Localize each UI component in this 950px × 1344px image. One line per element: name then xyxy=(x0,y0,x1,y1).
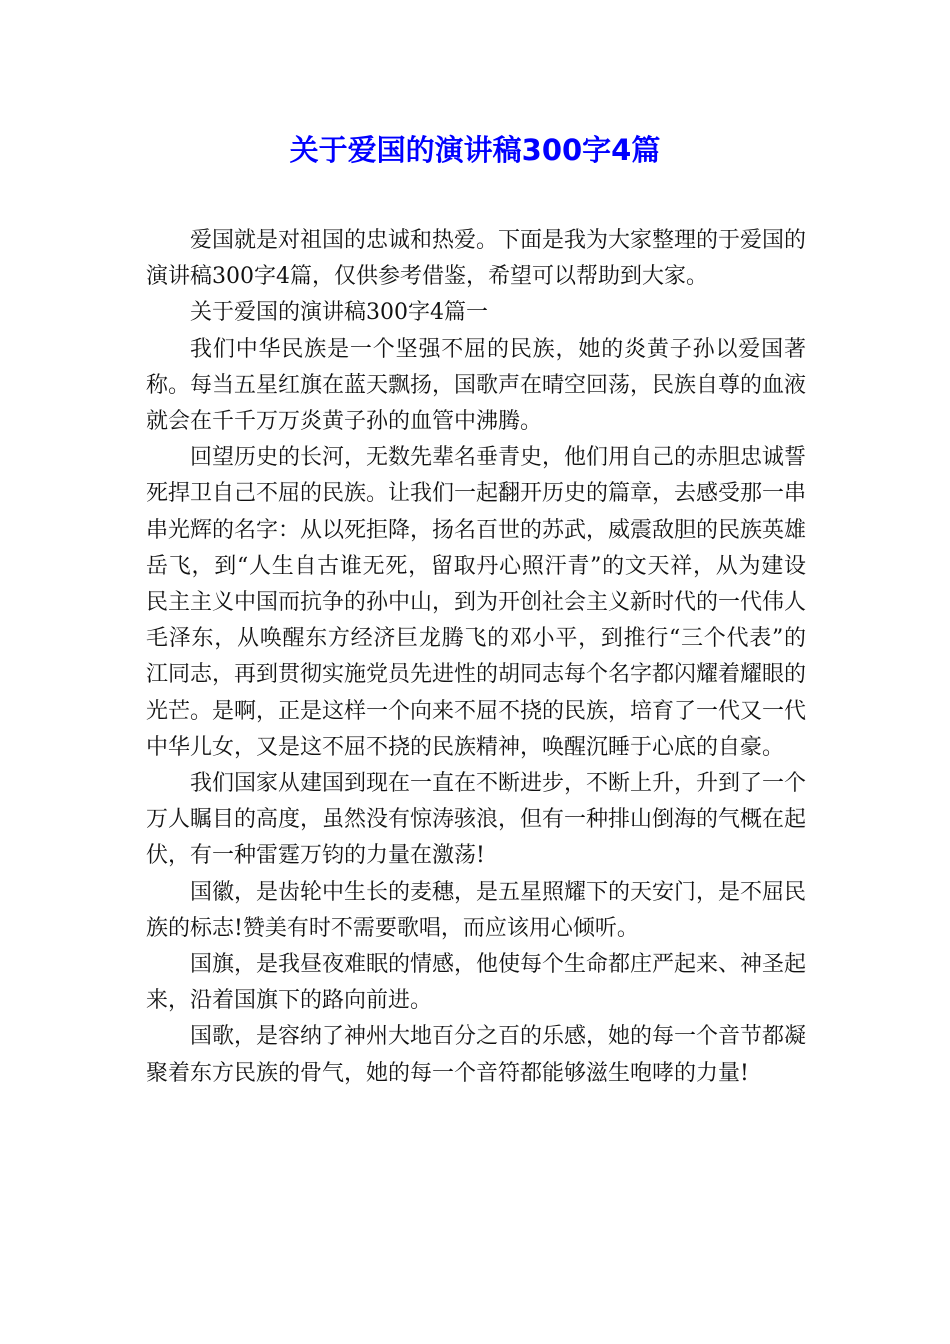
document-title: 关于爱国的演讲稿300字4篇 xyxy=(289,133,661,167)
body-paragraph: 国徽，是齿轮中生长的麦穗，是五星照耀下的天安门，是不屈民族的标志!赞美有时不需要歌唱，而应该用心倾听。 xyxy=(146,879,807,941)
document-body xyxy=(146,223,806,1092)
intro-paragraph: 爱国就是对祖国的忠诚和热爱。下面是我为大家整理的于爱国的演讲稿300字4篇，仅供参考借鉴，希望可以帮助到大家。 xyxy=(146,228,807,290)
section-heading: 关于爱国的演讲稿300字4篇一 xyxy=(190,300,488,326)
body-paragraph: 我们国家从建国到现在一直在不断进步，不断上升，升到了一个万人瞩目的高度，虽然没有惊涛骇浪，但有一种排山倒海的气概在起伏，有一种雷霆万钧的力量在激荡! xyxy=(146,771,807,869)
body-paragraph: 国歌，是容纳了神州大地百分之百的乐感，她的每一个音节都凝聚着东方民族的骨气，她的每一个音符都能够滋生咆哮的力量! xyxy=(146,1024,807,1086)
body-paragraph: 我们中华民族是一个坚强不屈的民族，她的炎黄子孙以爱国著称。每当五星红旗在蓝天飘扬，国歌声在晴空回荡，民族自尊的血液就会在千千万万炎黄子孙的血管中沸腾。 xyxy=(146,336,807,435)
body-paragraph: 回望历史的长河，无数先辈名垂青史，他们用自己的赤胆忠诚誓死捍卫自己不屈的民族。让我们一起翻开历史的篇章，去感受那一串串光辉的名字：从以死拒降，扬名百世的苏武，威震敌胆的民族英雄岳飞，到“人生自古谁无死，留取丹心照汗青”的文天祥，从为建设民主主义中国而抗争的孙中山，到为开创社会主义新时代的一代伟人毛泽东，从唤醒东方经济巨龙腾飞的邓小平，到推行“三个代表”的江同志，再到贯彻实施党员先进性的胡同志每个名字都闪耀着耀眼的光芒。是啊，正是这样一个向来不屈不挠的民族，培育了一代又一代中华儿女，又是这不屈不挠的民族精神，唤醒沉睡于心底的自豪。 xyxy=(146,445,807,760)
body-paragraph: 国旗，是我昼夜难眠的情感，他使每个生命都庄严起来、神圣起来，沿着国旗下的路向前进。 xyxy=(146,952,807,1014)
